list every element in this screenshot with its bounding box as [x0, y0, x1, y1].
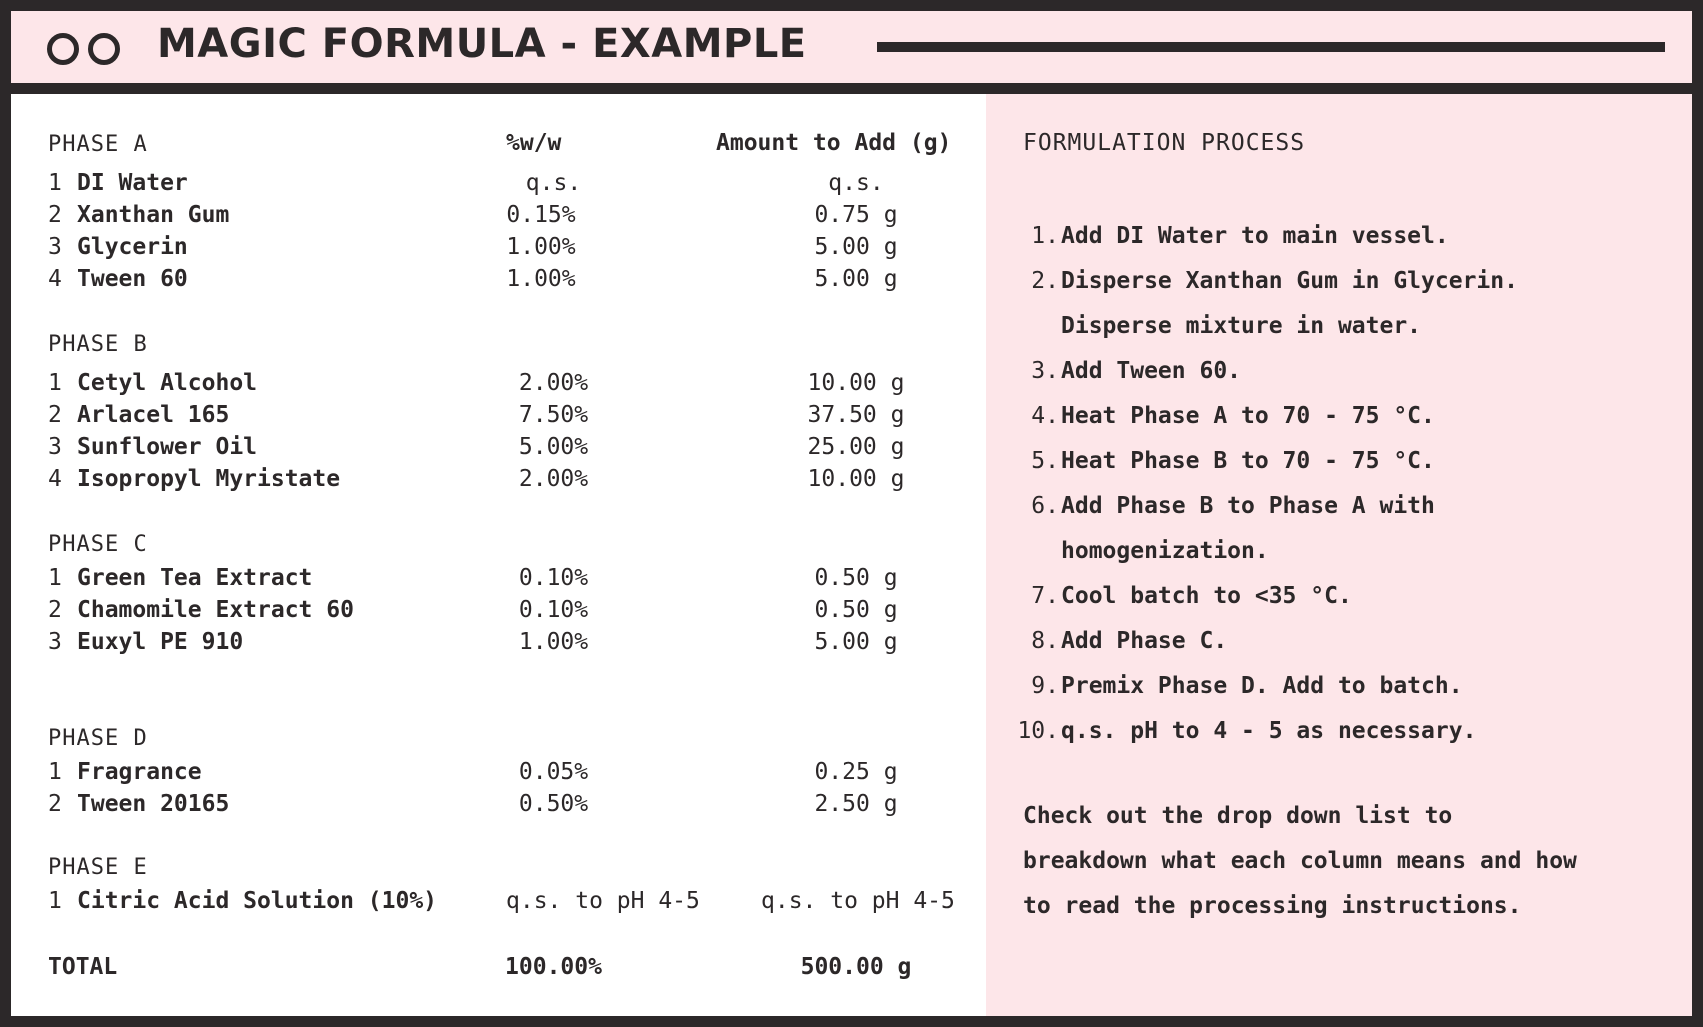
total-row	[11, 954, 986, 984]
page-title: MAGIC FORMULA - EXAMPLE	[157, 21, 807, 67]
step-text: Cool batch to <35 °C.	[1061, 583, 1352, 609]
ingredient-name: Green Tea Extract	[77, 565, 313, 591]
step-number: 4.	[1031, 403, 1059, 429]
table-row	[11, 402, 986, 432]
step-text: Add Phase B to Phase A with	[1061, 493, 1435, 519]
step-text: Heat Phase A to 70 - 75 °C.	[1061, 403, 1435, 429]
amount-value: 10.00 g	[807, 466, 905, 492]
step-number: 3.	[1031, 358, 1059, 384]
total-amount: 500.00 g	[800, 954, 912, 980]
step-number: 1.	[1031, 223, 1059, 249]
formulation-process-panel	[986, 94, 1692, 1016]
step-text: Disperse mixture in water.	[1061, 313, 1422, 339]
table-row	[11, 370, 986, 400]
percent-value: 0.05%	[518, 759, 589, 785]
ingredient-name: Citric Acid Solution (10%)	[77, 888, 438, 914]
row-number: 1	[48, 565, 62, 591]
row-number: 2	[48, 402, 62, 428]
percent-value: 7.50%	[518, 402, 589, 428]
table-row	[11, 266, 986, 296]
info-note	[1023, 794, 1577, 929]
percent-value: q.s.	[525, 170, 582, 196]
phase-label: PHASE E	[48, 855, 148, 880]
percent-value: 0.10%	[518, 597, 589, 623]
amount-value: 37.50 g	[807, 402, 905, 428]
percent-value: 0.10%	[518, 565, 589, 591]
amount-value: 10.00 g	[807, 370, 905, 396]
formula-table	[11, 94, 986, 1016]
ingredient-name: Isopropyl Myristate	[77, 466, 341, 492]
note-line: Check out the drop down list to	[1023, 803, 1453, 829]
ingredient-name: DI Water	[77, 170, 188, 196]
amount-value: 25.00 g	[807, 434, 905, 460]
table-row	[11, 434, 986, 464]
table-row	[11, 202, 986, 232]
amount-value: q.s. to pH 4-5	[761, 888, 955, 914]
step-number: 2.	[1031, 268, 1059, 294]
ingredient-name: Arlacel 165	[77, 402, 230, 428]
row-number: 3	[48, 629, 62, 655]
row-number: 1	[48, 370, 62, 396]
table-row	[11, 629, 986, 659]
phase-label: PHASE B	[48, 332, 148, 357]
row-number: 4	[48, 266, 62, 292]
row-number: 1	[48, 888, 62, 914]
table-row	[11, 888, 986, 918]
row-number: 3	[48, 234, 62, 260]
percent-value: 2.00%	[518, 466, 589, 492]
row-number: 2	[48, 597, 62, 623]
ingredient-name: Glycerin	[77, 234, 188, 260]
table-row	[11, 565, 986, 595]
percent-value: 0.50%	[518, 791, 589, 817]
ingredient-name: Euxyl PE 910	[77, 629, 244, 655]
step-number: 5.	[1031, 448, 1059, 474]
ingredient-name: Tween 60	[77, 266, 188, 292]
amount-value: 5.00 g	[814, 629, 898, 655]
circle-icon	[47, 33, 79, 65]
row-number: 1	[48, 759, 62, 785]
phase-label: PHASE C	[48, 532, 148, 557]
percent-value: 0.15%	[506, 202, 576, 228]
header-bar	[11, 11, 1692, 83]
ingredient-name: Cetyl Alcohol	[77, 370, 258, 396]
phase-label: PHASE D	[48, 726, 148, 751]
column-header-amount: Amount to Add (g)	[716, 130, 952, 156]
phase-label: PHASE A	[48, 132, 148, 157]
step-number: 6.	[1031, 493, 1059, 519]
total-percent: 100.00%	[505, 954, 602, 980]
row-number: 2	[48, 202, 62, 228]
step-text: Add Tween 60.	[1061, 358, 1242, 384]
percent-value: q.s. to pH 4-5	[506, 888, 700, 914]
ingredient-name: Fragrance	[77, 759, 202, 785]
row-number: 2	[48, 791, 62, 817]
column-header-pct: %w/w	[506, 130, 562, 156]
step-number: 9.	[1031, 673, 1059, 699]
step-text: Disperse Xanthan Gum in Glycerin.	[1061, 268, 1518, 294]
step-text: Premix Phase D. Add to batch.	[1061, 673, 1463, 699]
table-row	[11, 597, 986, 627]
amount-value: 5.00 g	[814, 234, 898, 260]
step-text: Heat Phase B to 70 - 75 °C.	[1061, 448, 1435, 474]
percent-value: 5.00%	[518, 434, 589, 460]
ingredient-name: Chamomile Extract 60	[77, 597, 354, 623]
amount-value: 0.50 g	[814, 597, 898, 623]
table-row	[11, 759, 986, 789]
row-number: 1	[48, 170, 62, 196]
step-text: Add DI Water to main vessel.	[1061, 223, 1449, 249]
step-number: 7.	[1031, 583, 1059, 609]
amount-value: 0.25 g	[814, 759, 898, 785]
ingredient-name: Xanthan Gum	[77, 202, 230, 228]
step-number: 8.	[1031, 628, 1059, 654]
step-text: homogenization.	[1061, 538, 1269, 564]
amount-value: q.s.	[828, 170, 884, 196]
percent-value: 1.00%	[506, 266, 576, 292]
amount-value: 0.50 g	[814, 565, 898, 591]
note-line: to read the processing instructions.	[1023, 893, 1522, 919]
ingredient-name: Sunflower Oil	[77, 434, 258, 460]
table-row	[11, 234, 986, 264]
amount-value: 2.50 g	[814, 791, 898, 817]
step-number: 10.	[1017, 718, 1059, 744]
amount-value: 0.75 g	[814, 202, 898, 228]
table-row	[11, 466, 986, 496]
percent-value: 2.00%	[518, 370, 589, 396]
ingredient-name: Tween 20165	[77, 791, 230, 817]
table-row	[11, 791, 986, 821]
step-text: Add Phase C.	[1061, 628, 1228, 654]
total-label: TOTAL	[48, 954, 118, 980]
step-text: q.s. pH to 4 - 5 as necessary.	[1061, 718, 1477, 744]
process-title: FORMULATION PROCESS	[1023, 130, 1306, 156]
percent-value: 1.00%	[518, 629, 589, 655]
row-number: 3	[48, 434, 62, 460]
table-row	[11, 170, 986, 200]
percent-value: 1.00%	[506, 234, 576, 260]
title-rule	[877, 42, 1665, 52]
circle-icon	[88, 33, 120, 65]
note-line: breakdown what each column means and how	[1023, 848, 1577, 874]
row-number: 4	[48, 466, 62, 492]
amount-value: 5.00 g	[814, 266, 898, 292]
